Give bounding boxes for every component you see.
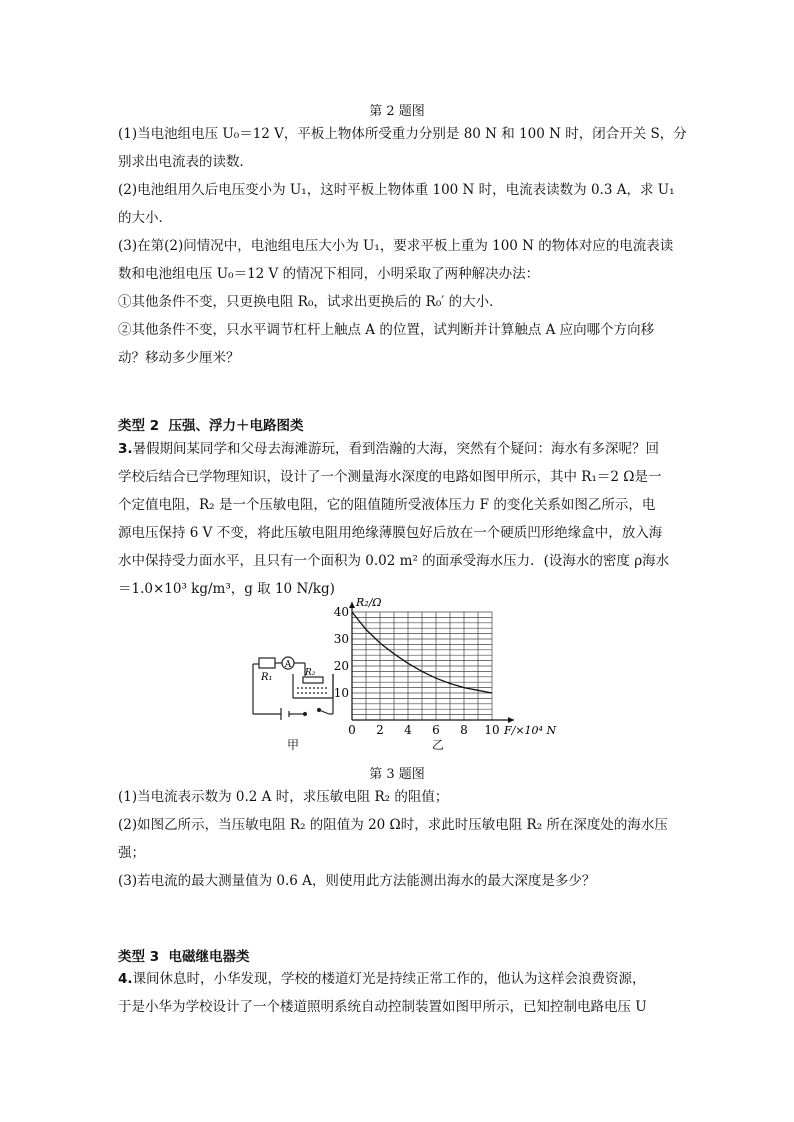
q3-line6: ＝1.0×10³ kg/m³，g 取 10 N/kg) (118, 581, 335, 597)
r1-resistor (259, 658, 275, 668)
x-axis-label: F/×10⁴ N (504, 724, 557, 737)
section-heading-type2 (118, 414, 304, 434)
section-heading-type3 (118, 945, 250, 965)
ammeter-label: A (284, 660, 292, 670)
fig-left-label: 甲 (287, 738, 300, 752)
q2-part3-line2: 数和电池组电压 U₀＝12 V 的情况下相同，小明采取了两种解决办法： (118, 266, 540, 282)
q3-line2: 学校后结合已学物理知识，设计了一个测量海水深度的电路如图甲所示，其中 R₁＝2 Ω是一 (118, 469, 662, 485)
q3-line4: 源电压保持 6 V 不变，将此压敏电阻用绝缘薄膜包好后放在一个硬质凹形绝缘盒中，放入海 (118, 525, 663, 541)
q2-figure-caption: 第 2 题图 (369, 104, 425, 119)
q4-line2: 于是小华为学校设计了一个楼道照明系统自动控制装置如图甲所示，已知控制电路电压 U (118, 999, 647, 1015)
y-tick-label: 40 (333, 605, 349, 619)
x-tick-label: 6 (432, 723, 440, 737)
section-label: 类型 3 (118, 949, 160, 965)
fig-right-label: 乙 (432, 738, 445, 752)
q2-part3-line1: (3)在第(2)问情况中，电池组电压大小为 U₁，要求平板上重为 100 N 的物体对应的电流表读 (118, 238, 674, 254)
q2-part1-line2: 别求出电流表的读数． (118, 154, 253, 170)
x-tick-label: 0 (348, 723, 356, 737)
y-axis-label: R₂/Ω (356, 596, 382, 609)
q3-line5: 水中保持受力面水平，且只有一个面积为 0.02 m² 的面承受海水压力．(设海水的密度 ρ海水 (118, 553, 670, 569)
r2-label: R₂ (305, 668, 316, 678)
resistance-force-chart (330, 596, 557, 740)
q3-part2-line2: 强； (118, 845, 145, 861)
q3-figure-caption: 第 3 题图 (369, 767, 425, 782)
switch-pivot (304, 713, 307, 716)
q4-text: 课间休息时，小华发现，学校的楼道灯光是持续正常工作的，他认为这样会浪费资源， (132, 971, 646, 987)
x-tick-label: 4 (404, 723, 412, 737)
y-axis-arrow (349, 602, 355, 608)
q3-text: 暑假期间某同学和父母去海滩游玩，看到浩瀚的大海，突然有个疑问：海水有多深呢？回 (132, 441, 660, 457)
q3-line1 (118, 440, 659, 458)
section-title: 压强、浮力＋电路图类 (168, 418, 304, 434)
section-label: 类型 2 (118, 418, 160, 434)
q2-option1: ①其他条件不变，只更换电阻 R₀，试求出更换后的 R₀′ 的大小． (118, 294, 503, 310)
circuit-diagram (245, 650, 340, 730)
q4-line1 (118, 970, 646, 988)
switch-contact (318, 709, 321, 712)
q3-part1: (1)当电流表示数为 0.2 A 时，求压敏电阻 R₂ 的阻值； (118, 789, 449, 805)
question-number: 4. (118, 971, 133, 987)
x-axis-arrow (508, 717, 514, 723)
r1-label: R₁ (261, 672, 273, 683)
q2-option2-line2: 动？移动多少厘米？ (118, 350, 240, 366)
q3-part2-line1: (2)如图乙所示，当压敏电阻 R₂ 的阻值为 20 Ω时，求此时压敏电阻 R₂ 所在深度处的海水压 (118, 817, 668, 833)
question-number: 3. (118, 441, 133, 457)
q2-part2-line2: 的大小． (118, 210, 172, 226)
q3-line3: 个定值电阻，R₂ 是一个压敏电阻，它的阻值随所受液体压力 F 的变化关系如图乙所示，电 (118, 497, 656, 513)
x-tick-label: 8 (460, 723, 468, 737)
q2-part2-line1: (2)电池组用久后电压变小为 U₁，这时平板上物体重 100 N 时，电流表读数为 0.3 A，求 U₁ (118, 182, 675, 198)
q2-option2-line1: ②其他条件不变，只水平调节杠杆上触点 A 的位置，试判断并计算触点 A 应向哪个方向移 (118, 322, 655, 338)
y-tick-label: 10 (333, 686, 349, 700)
x-tick-label: 10 (484, 723, 500, 737)
q2-part1-line1: (1)当电池组电压 U₀＝12 V，平板上物体所受重力分别是 80 N 和 100 N 时，闭合开关 S，分 (118, 126, 687, 142)
section-title: 电磁继电器类 (168, 949, 250, 965)
y-tick-label: 20 (333, 659, 349, 673)
x-tick-label: 2 (376, 723, 384, 737)
q3-part3: (3)若电流的最大测量值为 0.6 A，则使用此方法能测出海水的最大深度是多少？ (118, 873, 596, 889)
y-tick-label: 30 (333, 632, 349, 646)
